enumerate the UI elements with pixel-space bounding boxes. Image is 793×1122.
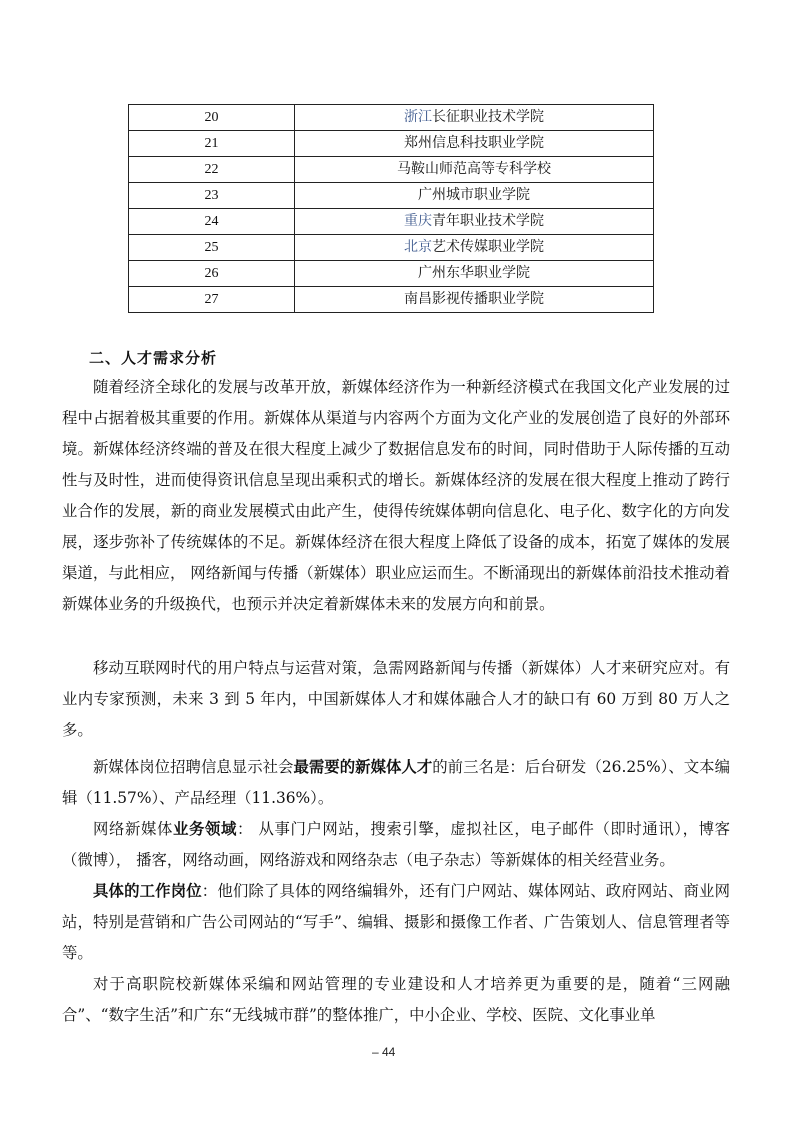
college-name-text: 广州城市职业学院: [418, 187, 530, 203]
college-name-text: 郑州信息科技职业学院: [404, 135, 544, 151]
row-number: 27: [129, 287, 295, 313]
college-name: [295, 287, 654, 313]
college-name: [295, 105, 654, 131]
paragraph-4-lead: 网络新媒体: [93, 820, 173, 838]
paragraph-3-bold: 最需要的新媒体人才: [293, 758, 433, 776]
table-row: [129, 157, 654, 183]
college-name: [295, 183, 654, 209]
section-heading: 二、人才需求分析: [89, 349, 218, 367]
row-number: 25: [129, 235, 295, 261]
table-row: [129, 183, 654, 209]
row-number: 24: [129, 209, 295, 235]
college-name: [295, 261, 654, 287]
paragraph-3-lead: 新媒体岗位招聘信息显示社会: [93, 758, 294, 776]
table-row: [129, 209, 654, 235]
paragraph-4: [62, 814, 730, 876]
paragraph-4-bold: 业务领域: [172, 820, 237, 838]
college-name-region: 重庆: [404, 213, 432, 229]
college-name: [295, 131, 654, 157]
paragraph-5-rest: ：他们除了具体的网络编辑外，还有门户网站、媒体网站、政府网站、商业网站，特别是营销和广告公司网站的“写手”、编辑、摄影和摄像工作者、广告策划人、信息管理者等等。: [62, 882, 730, 962]
row-number: 22: [129, 157, 295, 183]
row-number: 26: [129, 261, 295, 287]
college-name-text: 长征职业技术学院: [432, 109, 544, 125]
table-row: [129, 287, 654, 313]
paragraph-2: 移动互联网时代的用户特点与运营对策，急需网路新闻与传播（新媒体）人才来研究应对。有业内专家预测，未来 3 到 5 年内，中国新媒体人才和媒体融合人才的缺口有 60 万到 80 万人之多。: [62, 659, 730, 739]
table-row: [129, 235, 654, 261]
college-name-text: 马鞍山师范高等专科学校: [397, 161, 551, 177]
page-number: – 44: [372, 1045, 396, 1059]
table-row: [129, 131, 654, 157]
college-name: [295, 235, 654, 261]
college-name: [295, 209, 654, 235]
college-name-text: 广州东华职业学院: [418, 265, 530, 281]
paragraph-3: [62, 752, 730, 814]
college-name-text: 青年职业技术学院: [432, 213, 544, 229]
paragraph-1: 随着经济全球化的发展与改革开放，新媒体经济作为一种新经济模式在我国文化产业发展的过程中占据着极其重要的作用。新媒体从渠道与内容两个方面为文化产业的发展创造了良好的外部环境。新媒体经济终端的普及在很大程度上减少了数据信息发布的时间，同时借助于人际传播的互动性与及时性，进而使得资讯信息呈现出乘积式的增长。新媒体经济的发展在很大程度上推动了跨行业合作的发展，新的商业发展模式由此产生，使得传统媒体朝向信息化、电子化、数字化的方向发展，逐步弥补了传统媒体的不足。新媒体经济在很大程度上降低了设备的成本，拓宽了媒体的发展渠道，与此相应， 网络新闻与传播（新媒体）职业应运而生。不断涌现出的新媒体前沿技术推动着新媒体业务的升级换代，也预示并决定着新媒体未来的发展方向和前景。: [62, 378, 730, 613]
paragraph-4-rest: ： 从事门户网站，搜索引擎，虚拟社区，电子邮件（即时通讯），博客（微博）， 播客，网络动画，网络游戏和网络杂志（电子杂志）等新媒体的相关经营业务。: [62, 820, 730, 869]
college-name-region: 北京: [404, 239, 432, 255]
paragraph-3-rest: 的前三名是：后台研发（26.25%）、文本编辑（11.57%）、产品经理（11.36%）。: [62, 758, 730, 807]
paragraph-5-bold: 具体的工作岗位: [93, 882, 202, 900]
row-number: 23: [129, 183, 295, 209]
row-number: 21: [129, 131, 295, 157]
row-number: 20: [129, 105, 295, 131]
college-name-text: 南昌影视传播职业学院: [404, 291, 544, 307]
paragraph-5: [62, 876, 730, 969]
college-name: [295, 157, 654, 183]
college-table-container: [128, 104, 654, 313]
college-name-text: 艺术传媒职业学院: [432, 239, 544, 255]
paragraph-6: 对于高职院校新媒体采编和网站管理的专业建设和人才培养更为重要的是，随着“三网融合”、“数字生活”和广东“无线城市群”的整体推广，中小企业、学校、医院、文化事业单: [62, 975, 730, 1024]
table-row: [129, 105, 654, 131]
table-row: [129, 261, 654, 287]
college-name-region: 浙江: [404, 109, 432, 125]
college-table: [128, 104, 654, 313]
